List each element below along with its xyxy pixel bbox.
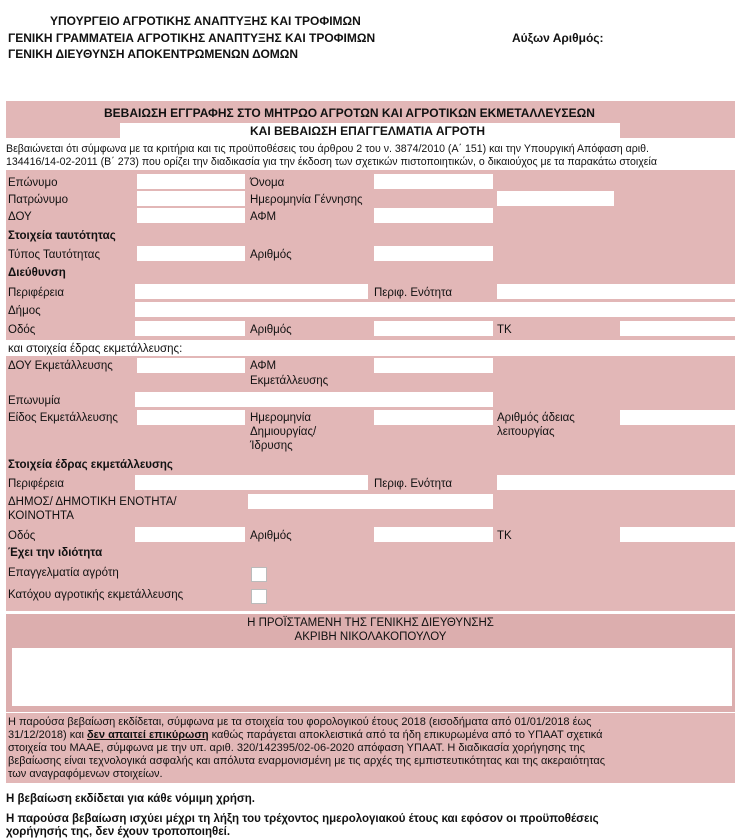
serial-number-label: Αύξων Αριθμός:: [512, 31, 604, 45]
directorate-name: ΓΕΝΙΚΗ ΔΙΕΥΘΥΝΣΗ ΑΠΟΚΕΝΤΡΩΜΕΝΩΝ ΔΟΜΩΝ: [8, 47, 299, 61]
holding-tax-office-label: ΔΟΥ Εκμετάλλευσης: [8, 360, 113, 372]
seat-heading: Στοιχεία έδρας εκμετάλλευσης: [8, 459, 173, 471]
no-validation-note: δεν απαιτεί επικύρωση: [87, 729, 209, 741]
holding-owner-label: Κατόχου αγροτικής εκμετάλλευσης: [8, 589, 184, 601]
lawful-use-note: Η βεβαίωση εκδίδεται για κάθε νόμιμη χρήση.: [6, 793, 256, 805]
id-type-field[interactable]: [137, 246, 245, 261]
id-number-field[interactable]: [374, 246, 493, 261]
ministry-name: ΥΠΟΥΡΓΕΙΟ ΑΓΡΟΤΙΚΗΣ ΑΝΑΠΤΥΞΗΣ ΚΑΙ ΤΡΟΦΙΜΩΝ: [50, 14, 361, 28]
professional-farmer-checkbox[interactable]: [251, 567, 267, 582]
address-number-field[interactable]: [374, 321, 493, 336]
certificate-title: ΒΕΒΑΙΩΣΗ ΕΓΓΡΑΦΗΣ ΣΤΟ ΜΗΤΡΩΟ ΑΓΡΟΤΩΝ ΚΑΙ ΑΓΡΟΤΙΚΩΝ ΕΚΜΕΤΑΛΛΕΥΣΕΩΝ: [104, 106, 595, 120]
seat-region-field[interactable]: [135, 475, 368, 490]
identity-heading: Στοιχεία ταυτότητας: [8, 230, 116, 242]
seat-number-field[interactable]: [374, 527, 493, 542]
holding-owner-checkbox[interactable]: [251, 589, 267, 604]
address-street-field[interactable]: [135, 321, 245, 336]
validity-note-2: χορήγησής της, δεν έχουν τροποποιηθεί.: [6, 826, 231, 838]
intro-line-2: 134416/14-02-2011 (Β΄ 273) που ορίζει την διαδικασία για την έκδοση των σχετικών πιστοποιητικών, ο δικαιούχος με τα παρακάτω στοιχεία: [6, 156, 657, 168]
seat-postal-label: ΤΚ: [497, 530, 512, 542]
name-label: Όνομα: [250, 177, 285, 189]
professional-farmer-label: Επαγγελματία αγρότη: [8, 567, 119, 579]
holding-name-label: Επωνυμία: [8, 395, 61, 407]
birthdate-field[interactable]: [497, 191, 614, 206]
license-label-1: Αριθμός άδειας: [497, 412, 575, 424]
certificate-subtitle: ΚΑΙ ΒΕΒΑΙΩΣΗ ΕΠΑΓΓΕΛΜΑΤΙΑ ΑΓΡΟΤΗ: [250, 124, 486, 138]
father-name-label: Πατρώνυμο: [8, 194, 69, 206]
signature-name: ΑΚΡΙΒΗ ΝΙΚΟΛΑΚΟΠΟΥΛΟΥ: [294, 631, 447, 643]
surname-field[interactable]: [137, 174, 245, 189]
address-heading: Διεύθυνση: [8, 267, 66, 279]
seat-region-label: Περιφέρεια: [8, 478, 64, 490]
father-name-field[interactable]: [137, 191, 245, 206]
holding-afm-field[interactable]: [374, 358, 493, 373]
address-postal-label: ΤΚ: [497, 324, 512, 336]
afm-field[interactable]: [374, 208, 493, 223]
status-heading: Έχει την ιδιότητα: [8, 547, 103, 559]
license-field[interactable]: [620, 410, 735, 425]
seat-regional-unit-label: Περιφ. Ενότητα: [374, 478, 452, 490]
holding-type-field[interactable]: [137, 410, 245, 425]
holding-name-field[interactable]: [135, 392, 493, 407]
license-label-2: λειτουργίας: [497, 426, 555, 438]
surname-label: Επώνυμο: [8, 177, 58, 189]
intro-line-1: Βεβαιώνεται ότι σύμφωνα με τα κριτήρια και τις προϋποθέσεις του άρθρου 2 του ν. 3874/2010 (Α΄ 151) και την Υπουργική Απόφαση αριθ.: [6, 143, 649, 155]
id-type-label: Τύπος Ταυτότητας: [8, 249, 100, 261]
footer-line-3: στοιχεία του ΜΑΑΕ, σύμφωνα με την υπ. αριθ. 320/142395/02-06-2020 απόφαση ΥΠΑΑΤ. Η διαδικασία χορήγησης της: [8, 742, 585, 754]
signature-title: Η ΠΡΟΪΣΤΑΜΕΝΗ ΤΗΣ ΓΕΝΙΚΗΣ ΔΙΕΥΘΥΝΣΗΣ: [247, 617, 494, 629]
seat-postal-field[interactable]: [620, 527, 735, 542]
afm-label: ΑΦΜ: [250, 211, 277, 223]
address-postal-field[interactable]: [620, 321, 735, 336]
footer-line-2: 31/12/2018) και δεν απαιτεί επικύρωση καθώς παράγεται αποκλειστικά από τα ήδη επικυρωμένα από το ΥΠΑΑΤ σχετικά: [8, 729, 603, 741]
secretariat-name: ΓΕΝΙΚΗ ΓΡΑΜΜΑΤΕΙΑ ΑΓΡΟΤΙΚΗΣ ΑΝΑΠΤΥΞΗΣ ΚΑΙ ΤΡΟΦΙΜΩΝ: [8, 31, 376, 45]
seat-street-label: Οδός: [8, 530, 36, 542]
holding-date-field[interactable]: [374, 410, 493, 425]
footer-line-5: των αναγραφόμενων στοιχείων.: [8, 768, 163, 780]
name-field[interactable]: [374, 174, 493, 189]
holding-intro: και στοιχεία έδρας εκμετάλλευσης:: [8, 343, 183, 355]
holding-date-label-3: Ίδρυσης: [250, 440, 293, 452]
address-municipality-field[interactable]: [135, 302, 735, 317]
seat-number-label: Αριθμός: [250, 530, 292, 542]
tax-office-field[interactable]: [137, 208, 245, 223]
holding-type-label: Είδος Εκμετάλλευσης: [8, 412, 118, 424]
seat-municipality-label-1: ΔΗΜΟΣ/ ΔΗΜΟΤΙΚΗ ΕΝΟΤΗΤΑ/: [8, 496, 177, 508]
seat-municipality-label-2: ΚΟΙΝΟΤΗΤΑ: [8, 510, 74, 522]
holding-afm-label-1: ΑΦΜ: [250, 360, 277, 372]
address-regional-unit-label: Περιφ. Ενότητα: [374, 287, 452, 299]
id-number-label: Αριθμός: [250, 249, 292, 261]
address-street-label: Οδός: [8, 324, 36, 336]
tax-office-label: ΔΟΥ: [8, 211, 32, 223]
holding-afm-label-2: Εκμετάλλευσης: [250, 375, 329, 387]
address-regional-unit-field[interactable]: [497, 284, 735, 299]
validity-note-1: Η παρούσα βεβαίωση ισχύει μέχρι τη λήξη του τρέχοντος ημερολογιακού έτους και εφόσον οι προϋποθέσεις: [6, 813, 599, 825]
holding-date-label-2: Δημιουργίας/: [250, 426, 317, 438]
footer-line-1: Η παρούσα βεβαίωση εκδίδεται, σύμφωνα με τα στοιχεία του φορολογικού έτους 2018 (εισοδήματα από 01/01/2018 έως: [8, 716, 592, 728]
footer-line-4: βεβαίωσης είναι τεχνολογικά ασφαλής και απόλυτα εναρμονισμένη με τις αρχές της εμπιστευτικότητας και της ακεραιότητας: [8, 755, 606, 767]
seat-municipality-field[interactable]: [248, 494, 493, 509]
holding-tax-office-field[interactable]: [137, 358, 245, 373]
seat-street-field[interactable]: [135, 527, 245, 542]
seat-regional-unit-field[interactable]: [497, 475, 735, 490]
address-municipality-label: Δήμος: [8, 305, 41, 317]
holding-date-label-1: Ημερομηνία: [250, 412, 311, 424]
birthdate-label: Ημερομηνία Γέννησης: [250, 194, 363, 206]
address-number-label: Αριθμός: [250, 324, 292, 336]
address-region-field[interactable]: [135, 284, 368, 299]
signature-area: [12, 648, 732, 706]
address-region-label: Περιφέρεια: [8, 287, 64, 299]
